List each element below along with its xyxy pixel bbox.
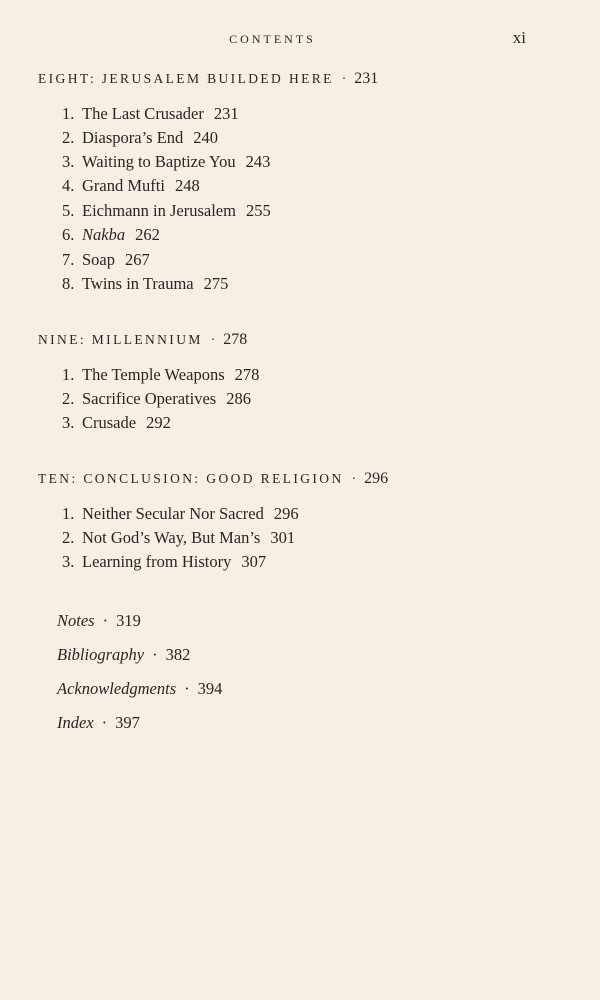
chapter-entry (62, 250, 150, 270)
chapter-title: Nakba (82, 225, 126, 244)
back-matter-entry (57, 611, 141, 631)
chapter-entry (62, 104, 239, 124)
separator-dot: · (210, 332, 216, 347)
back-matter-page: 394 (197, 679, 223, 698)
back-matter-title: Notes (57, 611, 95, 630)
chapter-title: Crusade (82, 413, 137, 432)
chapter-page: 243 (245, 152, 271, 171)
separator-dot: · (101, 713, 108, 732)
part-heading (38, 331, 247, 349)
chapter-page: 275 (203, 274, 229, 293)
part-ten (38, 470, 388, 488)
chapter-number: 1. (62, 104, 75, 123)
back-matter-page: 397 (115, 713, 140, 732)
chapter-entry (62, 152, 270, 172)
back-matter-entry (57, 645, 190, 665)
part-title: TEN: CONCLUSION: GOOD RELIGION (38, 471, 344, 486)
chapter-title: Neither Secular Nor Sacred (82, 504, 264, 523)
running-head-page-number: xi (512, 28, 526, 47)
chapter-number: 1. (62, 504, 75, 523)
chapter-number: 2. (62, 389, 75, 408)
chapter-number: 6. (62, 225, 75, 244)
chapter-number: 1. (62, 365, 75, 384)
back-matter-entry (57, 679, 222, 699)
chapter-entry (62, 552, 266, 572)
separator-dot: · (184, 679, 190, 698)
chapter-entry (62, 225, 160, 245)
chapter-title: The Temple Weapons (82, 365, 225, 384)
chapter-number: 2. (62, 128, 75, 147)
chapter-page: 231 (213, 104, 239, 123)
chapter-number: 3. (62, 152, 75, 171)
chapter-entry (62, 528, 295, 548)
back-matter-title: Index (57, 713, 94, 732)
chapter-title: Diaspora’s End (82, 128, 184, 147)
chapter-title: Grand Mufti (82, 176, 165, 195)
part-heading (38, 470, 388, 488)
chapter-page: 301 (270, 528, 296, 547)
chapter-entry (62, 274, 228, 294)
back-matter-title: Bibliography (57, 645, 145, 664)
chapter-entry (62, 201, 271, 221)
chapter-page: 292 (146, 413, 171, 432)
chapter-page: 296 (273, 504, 299, 523)
chapter-page: 255 (245, 201, 271, 220)
chapter-number: 8. (62, 274, 75, 293)
back-matter-entry (57, 713, 140, 733)
separator-dot: · (152, 645, 158, 664)
chapter-entry (62, 413, 171, 433)
chapter-title: Waiting to Baptize You (82, 152, 236, 171)
chapter-number: 3. (62, 413, 75, 432)
part-title: EIGHT: JERUSALEM BUILDED HERE (38, 71, 334, 86)
chapter-title: The Last Crusader (82, 104, 204, 123)
part-page-number: 278 (223, 331, 248, 348)
chapter-number: 3. (62, 552, 75, 571)
part-eight (38, 70, 378, 88)
chapter-entry (62, 504, 299, 524)
part-nine (38, 331, 247, 349)
chapter-page: 240 (193, 128, 219, 147)
chapter-number: 5. (62, 201, 75, 220)
chapter-number: 4. (62, 176, 75, 195)
part-heading (38, 70, 378, 88)
chapter-title: Soap (82, 250, 115, 269)
part-page-number: 296 (364, 470, 389, 487)
chapter-number: 7. (62, 250, 75, 269)
chapter-title: Learning from History (82, 552, 232, 571)
chapter-page: 267 (125, 250, 150, 269)
running-head (0, 30, 600, 50)
part-title: NINE: MILLENNIUM (38, 332, 203, 347)
chapter-entry (62, 365, 259, 385)
back-matter-page: 319 (116, 611, 141, 630)
chapter-page: 248 (174, 176, 200, 195)
chapter-page: 278 (234, 365, 260, 384)
back-matter-page: 382 (165, 645, 191, 664)
running-head-title: CONTENTS (229, 32, 316, 46)
chapter-page: 286 (226, 389, 251, 408)
chapter-entry (62, 389, 251, 409)
part-page-number: 231 (354, 70, 379, 87)
chapter-title: Sacrifice Operatives (82, 389, 217, 408)
chapter-title: Eichmann in Jerusalem (82, 201, 236, 220)
back-matter-title: Acknowledgments (57, 679, 177, 698)
separator-dot: · (341, 71, 347, 86)
separator-dot: · (102, 611, 109, 630)
chapter-page: 307 (241, 552, 267, 571)
chapter-title: Twins in Trauma (82, 274, 194, 293)
chapter-page: 262 (135, 225, 160, 244)
chapter-number: 2. (62, 528, 75, 547)
chapter-title: Not God’s Way, But Man’s (82, 528, 261, 547)
chapter-entry (62, 128, 218, 148)
separator-dot: · (351, 471, 357, 486)
chapter-entry (62, 176, 200, 196)
